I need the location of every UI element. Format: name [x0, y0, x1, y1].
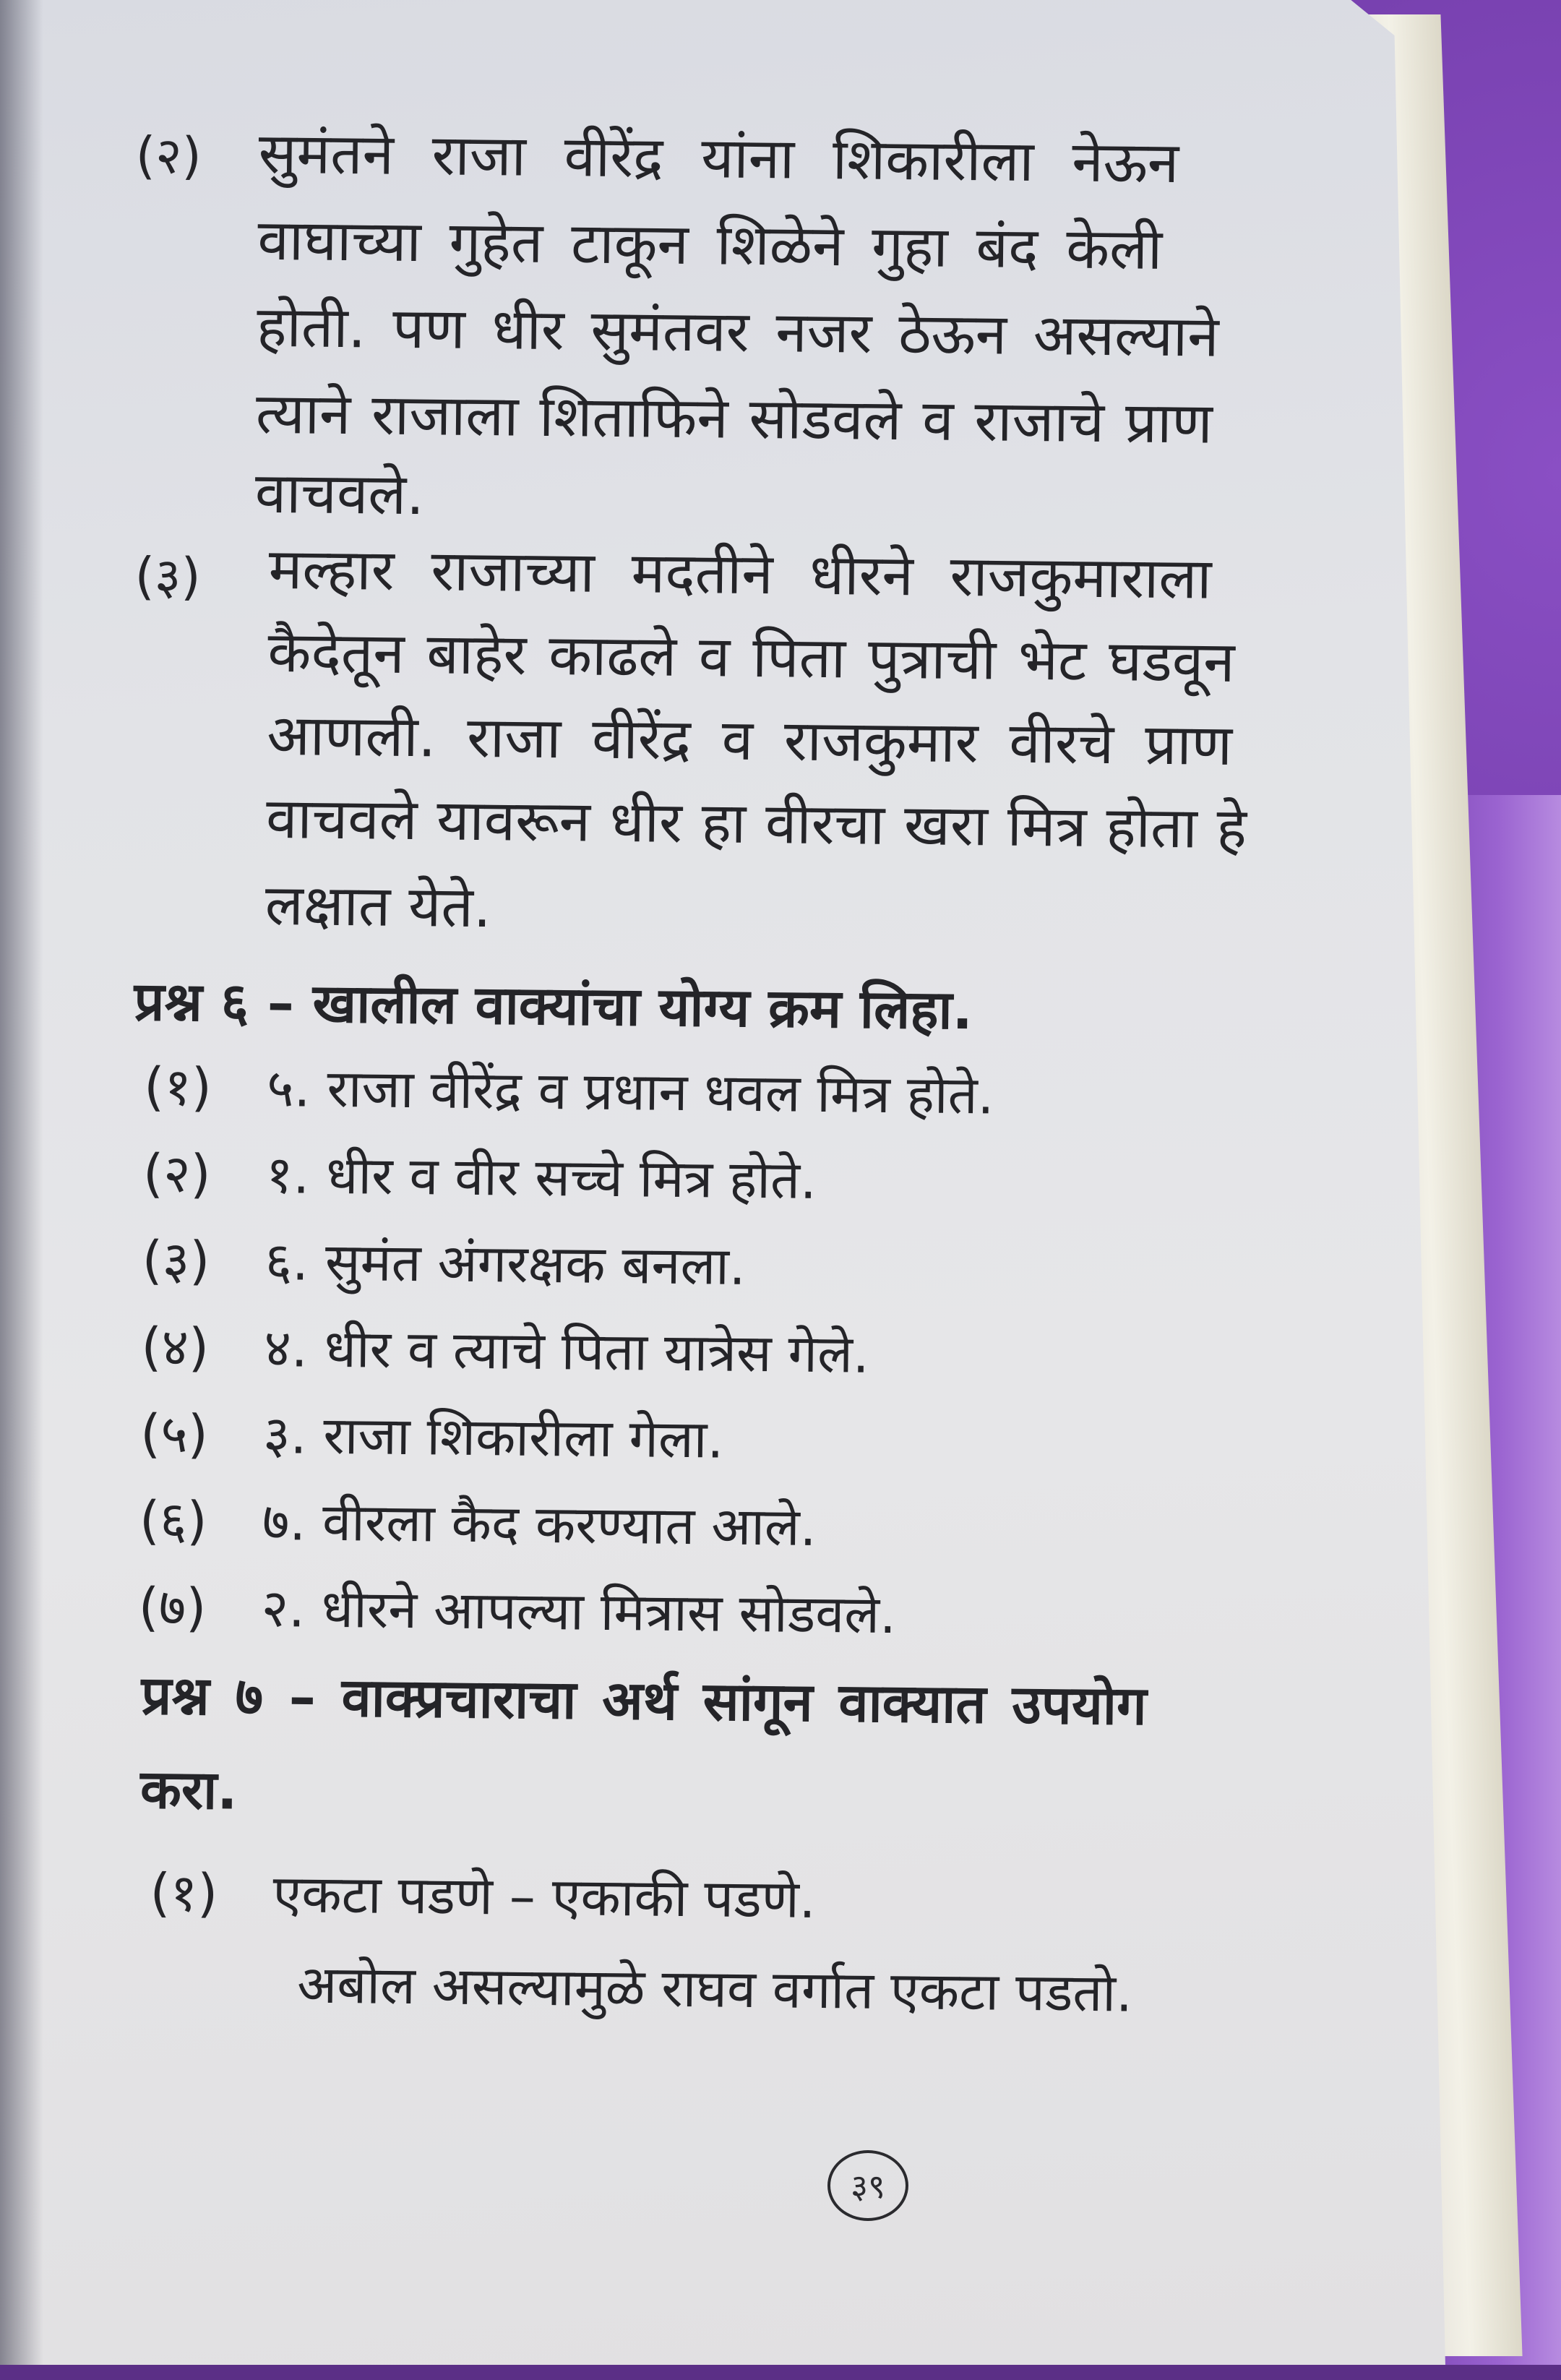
answer-3-line-1: मल्हार राजाच्या मदतीने धीरने राजकुमाराला [268, 536, 1212, 612]
page-number: ३९ [827, 2150, 908, 2221]
question-6-item-2 [143, 1136, 817, 1214]
item-index: (७) [138, 1576, 207, 1638]
answer-3-line-3: आणली. राजा वीरेंद्र व राजकुमार वीरचे प्राण [266, 703, 1233, 778]
item-text: २. धीरने आपल्या मित्रास सोडवले. [261, 1577, 897, 1646]
item-text: ५. राजा वीरेंद्र व प्रधान धवल मित्र होते. [266, 1057, 994, 1126]
item-index: (४) [141, 1316, 210, 1378]
item-text: ४. धीर व त्याचे पिता यात्रेस गेले. [264, 1317, 870, 1385]
item-index: (५) [139, 1403, 209, 1465]
answer-3-line-2: कैदेतून बाहेर काढले व पिता पुत्राची भेट घडवून [267, 619, 1236, 695]
question-6-item-7 [138, 1570, 896, 1649]
item-index: (६) [139, 1490, 208, 1552]
question-7-item-1 [150, 1855, 816, 1933]
question-6-title: प्रश्न ६ – खालील वाक्यांचा योग्य क्रम लिहा. [134, 971, 973, 1042]
question-6-item-3 [142, 1223, 746, 1300]
question-6-item-5 [140, 1396, 724, 1473]
answer-3-line-5: लक्षात येते. [265, 872, 492, 941]
item-index: (३) [142, 1229, 210, 1292]
item-text: ३. राजा शिकारीला गेला. [262, 1404, 724, 1470]
question-6-item-4 [141, 1310, 869, 1388]
question-7-title-line-2: करा. [139, 1758, 238, 1822]
question-6-item-1 [144, 1049, 994, 1129]
answer-2-line-2: वाघाच्या गुहेत टाकून शिळेने गुहा बंद केली [257, 207, 1163, 283]
question-7-title-line-1: प्रश्न ७ – वाक्प्रचाराचा अर्थ सांगून वाक्यात उपयोग [140, 1664, 1148, 1737]
item-index: (१) [143, 1056, 212, 1118]
question-6-item-6 [139, 1483, 817, 1561]
answer-2-line-3: होती. पण धीर सुमंतवर नजर ठेऊन असल्याने [256, 294, 1220, 370]
item-index: (१) [150, 1862, 218, 1924]
answer-3-number: (३) [134, 546, 202, 606]
item-text: १. धीर व वीर सच्चे मित्र होते. [265, 1143, 817, 1211]
item-index: (२) [142, 1143, 212, 1205]
answer-2-line-4: त्याने राजाला शिताफिने सोडवले व राजाचे प्राण [255, 381, 1213, 457]
question-7-item-1-sentence: अबोल असल्यामुळे राघव वर्गात एकटा पडतो. [296, 1954, 1133, 2024]
item-text: ६. सुमंत अंगरक्षक बनला. [265, 1230, 747, 1297]
answer-3-line-4: वाचवले यावरून धीर हा वीरचा खरा मित्र होता हे [265, 786, 1247, 862]
answer-2-line-1: सुमंतने राजा वीरेंद्र यांना शिकारीला नेऊन [258, 121, 1179, 197]
item-text: ७. वीरला कैद करण्यात आले. [262, 1490, 817, 1558]
answer-2-number: (२) [135, 125, 202, 186]
item-meaning: एकटा पडणे – एकाकी पडणे. [272, 1863, 817, 1930]
answer-2-line-5: वाचवले. [254, 460, 425, 528]
